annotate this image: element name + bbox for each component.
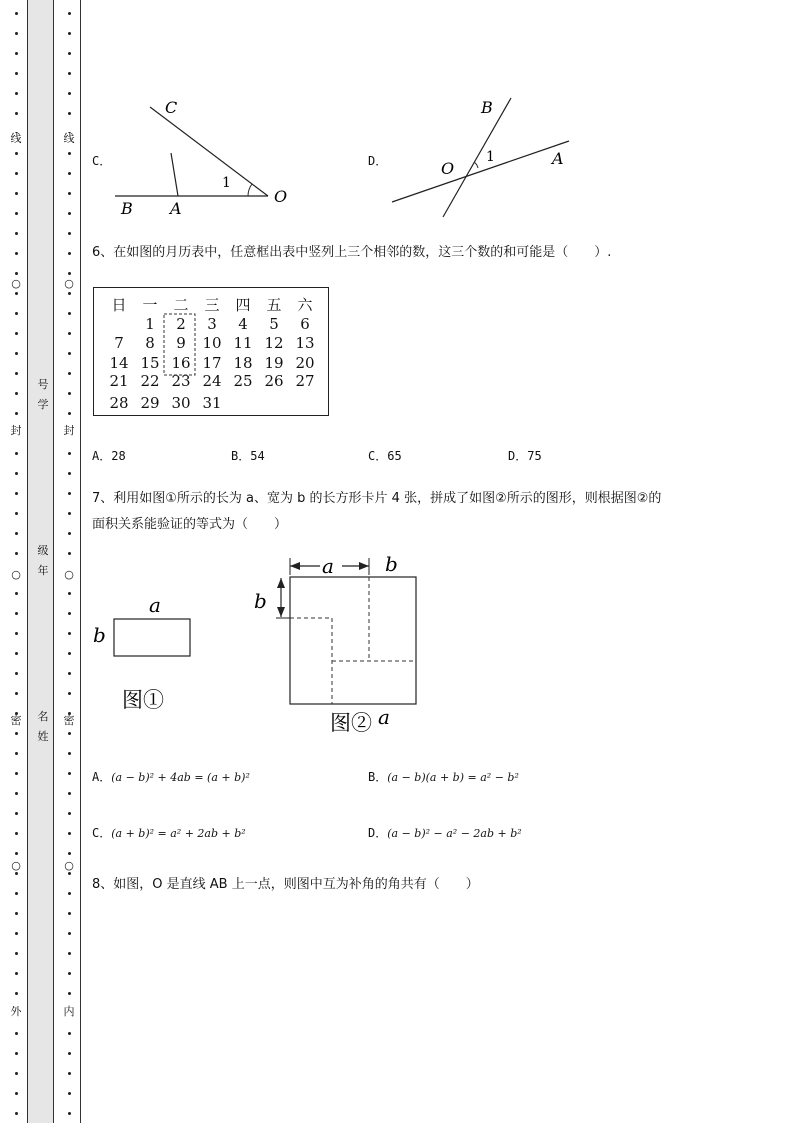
outer-label-circle: ○ bbox=[9, 860, 23, 872]
calendar-header: 六 bbox=[297, 296, 313, 314]
cut-line-dot bbox=[15, 612, 18, 615]
cut-line-dot bbox=[68, 552, 71, 555]
cut-line-dot bbox=[15, 492, 18, 495]
cut-line-dot bbox=[15, 592, 18, 595]
calendar-day: 6 bbox=[300, 315, 310, 333]
cut-line-dot bbox=[68, 112, 71, 115]
calendar-day: 10 bbox=[202, 334, 222, 352]
cut-line-dot bbox=[68, 892, 71, 895]
fig2-label-a-top: a bbox=[322, 554, 334, 578]
calendar-day: 29 bbox=[140, 394, 160, 412]
cut-line-dot bbox=[68, 292, 71, 295]
cut-line-dot bbox=[15, 972, 18, 975]
cut-line-dot bbox=[68, 992, 71, 995]
cut-line-dot bbox=[68, 612, 71, 615]
fig2-label-b-top: b bbox=[385, 552, 398, 576]
cut-line-dot bbox=[68, 352, 71, 355]
calendar-day: 9 bbox=[176, 334, 186, 352]
outer-label-line: 线 bbox=[10, 132, 22, 145]
cut-line-dot bbox=[15, 652, 18, 655]
cut-line-dot bbox=[15, 1072, 18, 1075]
q6-dashed-selection-box bbox=[163, 313, 197, 377]
q5c-label-angle-1: 1 bbox=[222, 175, 231, 191]
inner-label-circle: ○ bbox=[62, 278, 76, 290]
calendar-day: 1 bbox=[145, 315, 155, 333]
cut-line-dot bbox=[68, 332, 71, 335]
cut-line-dot bbox=[68, 872, 71, 875]
q6-option-b: B．54 bbox=[231, 449, 265, 463]
cut-line-dot bbox=[15, 812, 18, 815]
calendar-header: 五 bbox=[266, 296, 282, 314]
cut-line-dot bbox=[15, 792, 18, 795]
calendar-day: 22 bbox=[140, 372, 160, 390]
q7-option-a-expr: (a − b)² + 4ab = (a + b)² bbox=[111, 771, 250, 784]
calendar-day: 11 bbox=[233, 334, 253, 352]
cut-line-dot bbox=[15, 532, 18, 535]
q7-option-d bbox=[368, 824, 522, 841]
q7-option-c bbox=[92, 824, 246, 841]
cut-line-dot bbox=[15, 452, 18, 455]
q7-figure-2 bbox=[245, 548, 430, 743]
name-field-char: 姓 bbox=[37, 730, 49, 743]
calendar-day: 7 bbox=[114, 334, 124, 352]
cut-line-dot bbox=[68, 972, 71, 975]
cut-line-dot bbox=[68, 92, 71, 95]
cut-line-dot bbox=[68, 212, 71, 215]
outer-label-seal: 封 bbox=[10, 424, 22, 437]
q5c-label-c: C bbox=[165, 98, 178, 117]
calendar-header: 日 bbox=[111, 296, 127, 314]
cut-line-dot bbox=[68, 952, 71, 955]
cut-line-dot bbox=[15, 892, 18, 895]
cut-line-dot bbox=[68, 472, 71, 475]
cut-line-dot bbox=[15, 252, 18, 255]
q5c-label-b: B bbox=[121, 199, 133, 218]
q6-calendar bbox=[93, 287, 329, 416]
cut-line-dot bbox=[15, 112, 18, 115]
cut-line-dot bbox=[68, 732, 71, 735]
margin-rule-middle bbox=[53, 0, 54, 1123]
cut-line-dot bbox=[15, 692, 18, 695]
calendar-day: 31 bbox=[202, 394, 222, 412]
q5c-label-o: O bbox=[274, 187, 288, 206]
cut-line-dot bbox=[15, 332, 18, 335]
calendar-day: 16 bbox=[171, 354, 191, 372]
inner-label-inside: 内 bbox=[63, 1005, 75, 1018]
q7-option-b-letter: B． bbox=[368, 770, 388, 784]
cut-line-dot bbox=[15, 192, 18, 195]
binding-strip bbox=[27, 0, 53, 1123]
cut-line-dot bbox=[68, 452, 71, 455]
q7-option-d-expr: (a − b)² − a² − 2ab + b² bbox=[387, 827, 522, 840]
cut-line-dot bbox=[68, 1032, 71, 1035]
cut-line-dot bbox=[15, 232, 18, 235]
calendar-day: 14 bbox=[109, 354, 129, 372]
cut-line-dot bbox=[15, 472, 18, 475]
calendar-day: 30 bbox=[171, 394, 191, 412]
student-id-field-char: 号 bbox=[37, 378, 49, 391]
cut-line-dot bbox=[68, 632, 71, 635]
q7-stem-line-1: 7、利用如图①所示的长为 a、宽为 b 的长方形卡片 4 张，拼成了如图②所示的图形，则根据图②的 bbox=[92, 491, 662, 506]
cut-line-dot bbox=[15, 212, 18, 215]
calendar-day: 15 bbox=[140, 354, 160, 372]
calendar-day: 3 bbox=[207, 315, 217, 333]
calendar-header: 二 bbox=[173, 296, 189, 314]
q5d-label-a: A bbox=[552, 149, 564, 168]
cut-line-dot bbox=[68, 52, 71, 55]
cut-line-dot bbox=[15, 852, 18, 855]
cut-line-dot bbox=[15, 312, 18, 315]
calendar-day: 21 bbox=[109, 372, 129, 390]
grade-field-char: 年 bbox=[37, 564, 49, 577]
fig2-label-b-left: b bbox=[254, 589, 267, 613]
cut-line-dot bbox=[68, 1072, 71, 1075]
q6-option-d: D．75 bbox=[508, 449, 542, 463]
cut-line-dot bbox=[15, 932, 18, 935]
fig1-label-b: b bbox=[93, 623, 106, 647]
q7-figure-1 bbox=[88, 590, 208, 720]
cut-line-dot bbox=[68, 672, 71, 675]
cut-line-dot bbox=[68, 832, 71, 835]
q5d-label-angle-1: 1 bbox=[486, 149, 495, 165]
outer-label-secret: 密 bbox=[10, 714, 22, 727]
fig2-caption: 图② bbox=[330, 711, 372, 735]
margin-rule-left bbox=[27, 0, 28, 1123]
cut-line-dot bbox=[68, 752, 71, 755]
cut-line-dot bbox=[15, 552, 18, 555]
calendar-day: 5 bbox=[269, 315, 279, 333]
cut-line-dot bbox=[15, 1052, 18, 1055]
fig1-label-a: a bbox=[149, 593, 161, 617]
cut-line-dot bbox=[15, 832, 18, 835]
calendar-day: 25 bbox=[233, 372, 253, 390]
inner-label-line: 线 bbox=[63, 132, 75, 145]
outer-label-outside: 外 bbox=[10, 1005, 22, 1018]
cut-line-dot bbox=[68, 652, 71, 655]
cut-line-dot bbox=[15, 12, 18, 15]
cut-line-dot bbox=[15, 872, 18, 875]
calendar-day: 4 bbox=[238, 315, 248, 333]
q5-option-c-letter: C． bbox=[92, 154, 112, 168]
cut-line-dot bbox=[15, 32, 18, 35]
cut-line-dot bbox=[68, 172, 71, 175]
cut-line-dot bbox=[15, 1112, 18, 1115]
q7-option-b bbox=[368, 768, 519, 785]
cut-line-dot bbox=[15, 512, 18, 515]
cut-line-dot bbox=[68, 72, 71, 75]
cut-line-dot bbox=[68, 532, 71, 535]
calendar-day: 26 bbox=[264, 372, 284, 390]
cut-line-dot bbox=[15, 52, 18, 55]
fig1-caption: 图① bbox=[122, 688, 164, 712]
calendar-day: 2 bbox=[176, 315, 186, 333]
cut-line-dot bbox=[68, 492, 71, 495]
cut-line-dot bbox=[15, 772, 18, 775]
inner-label-seal: 封 bbox=[63, 424, 75, 437]
q5d-label-o: O bbox=[441, 159, 455, 178]
calendar-day: 17 bbox=[202, 354, 222, 372]
q7-option-a-letter: A． bbox=[92, 770, 112, 784]
cut-line-dot bbox=[68, 852, 71, 855]
cut-line-dot bbox=[15, 292, 18, 295]
cut-line-dot bbox=[68, 812, 71, 815]
cut-line-dot bbox=[68, 412, 71, 415]
calendar-day: 8 bbox=[145, 334, 155, 352]
cut-line-dot bbox=[68, 1092, 71, 1095]
cut-line-dot bbox=[15, 752, 18, 755]
cut-line-dot bbox=[68, 912, 71, 915]
q7-option-c-letter: C． bbox=[92, 826, 112, 840]
cut-line-dot bbox=[68, 232, 71, 235]
q5d-label-b: B bbox=[481, 98, 493, 117]
cut-line-dot bbox=[68, 792, 71, 795]
cut-line-dot bbox=[15, 632, 18, 635]
cut-line-dot bbox=[15, 372, 18, 375]
q5-figure-d bbox=[385, 90, 585, 220]
cut-line-dot bbox=[68, 372, 71, 375]
calendar-day: 24 bbox=[202, 372, 222, 390]
calendar-day: 20 bbox=[295, 354, 315, 372]
margin-rule-right bbox=[80, 0, 81, 1123]
cut-line-dot bbox=[68, 772, 71, 775]
cut-line-dot bbox=[15, 352, 18, 355]
q7-option-c-expr: (a + b)² = a² + 2ab + b² bbox=[111, 827, 246, 840]
inner-label-circle: ○ bbox=[62, 860, 76, 872]
cut-line-dot bbox=[68, 152, 71, 155]
calendar-day: 28 bbox=[109, 394, 129, 412]
inner-dotted-cut-line bbox=[63, 0, 75, 1123]
calendar-header: 一 bbox=[142, 296, 158, 314]
fig2-label-a-bottom: a bbox=[378, 705, 390, 729]
outer-label-circle: ○ bbox=[9, 569, 23, 581]
student-id-field-char: 学 bbox=[37, 398, 49, 411]
q6-option-a: A．28 bbox=[92, 449, 126, 463]
calendar-day: 12 bbox=[264, 334, 284, 352]
cut-line-dot bbox=[15, 732, 18, 735]
cut-line-dot bbox=[15, 272, 18, 275]
cut-line-dot bbox=[68, 512, 71, 515]
calendar-day: 19 bbox=[264, 354, 284, 372]
cut-line-dot bbox=[68, 692, 71, 695]
q7-stem-line-2: 面积关系能验证的等式为（ ） bbox=[92, 517, 288, 532]
cut-line-dot bbox=[68, 12, 71, 15]
cut-line-dot bbox=[68, 312, 71, 315]
cut-line-dot bbox=[15, 992, 18, 995]
calendar-header: 三 bbox=[204, 296, 220, 314]
cut-line-dot bbox=[68, 32, 71, 35]
q5-option-d-letter: D． bbox=[368, 154, 388, 168]
cut-line-dot bbox=[15, 92, 18, 95]
calendar-day: 13 bbox=[295, 334, 315, 352]
calendar-day: 18 bbox=[233, 354, 253, 372]
name-field-char: 名 bbox=[37, 710, 49, 723]
q7-option-b-expr: (a − b)(a + b) = a² − b² bbox=[387, 771, 519, 784]
grade-field-char: 级 bbox=[37, 544, 49, 557]
calendar-header: 四 bbox=[235, 296, 251, 314]
cut-line-dot bbox=[15, 952, 18, 955]
q5-figure-c bbox=[110, 95, 300, 220]
cut-line-dot bbox=[68, 932, 71, 935]
q5c-label-a: A bbox=[170, 199, 182, 218]
calendar-day: 27 bbox=[295, 372, 315, 390]
cut-line-dot bbox=[68, 592, 71, 595]
outer-dotted-cut-line bbox=[10, 0, 22, 1123]
cut-line-dot bbox=[68, 1112, 71, 1115]
q6-stem: 6、在如图的月历表中，任意框出表中竖列上三个相邻的数，这三个数的和可能是（ ）. bbox=[92, 245, 612, 260]
outer-label-circle: ○ bbox=[9, 278, 23, 290]
cut-line-dot bbox=[68, 252, 71, 255]
calendar-day: 23 bbox=[171, 372, 191, 390]
cut-line-dot bbox=[68, 392, 71, 395]
cut-line-dot bbox=[15, 72, 18, 75]
inner-label-circle: ○ bbox=[62, 569, 76, 581]
cut-line-dot bbox=[15, 672, 18, 675]
inner-label-secret: 密 bbox=[63, 714, 75, 727]
cut-line-dot bbox=[68, 1052, 71, 1055]
cut-line-dot bbox=[68, 272, 71, 275]
q6-option-c: C．65 bbox=[368, 449, 402, 463]
cut-line-dot bbox=[68, 192, 71, 195]
cut-line-dot bbox=[15, 412, 18, 415]
cut-line-dot bbox=[15, 1092, 18, 1095]
cut-line-dot bbox=[15, 172, 18, 175]
q7-option-a bbox=[92, 768, 250, 785]
cut-line-dot bbox=[15, 392, 18, 395]
cut-line-dot bbox=[15, 152, 18, 155]
cut-line-dot bbox=[15, 912, 18, 915]
q7-option-d-letter: D． bbox=[368, 826, 388, 840]
cut-line-dot bbox=[15, 1032, 18, 1035]
q8-stem: 8、如图，O 是直线 AB 上一点，则图中互为补角的角共有（ ） bbox=[92, 877, 479, 892]
